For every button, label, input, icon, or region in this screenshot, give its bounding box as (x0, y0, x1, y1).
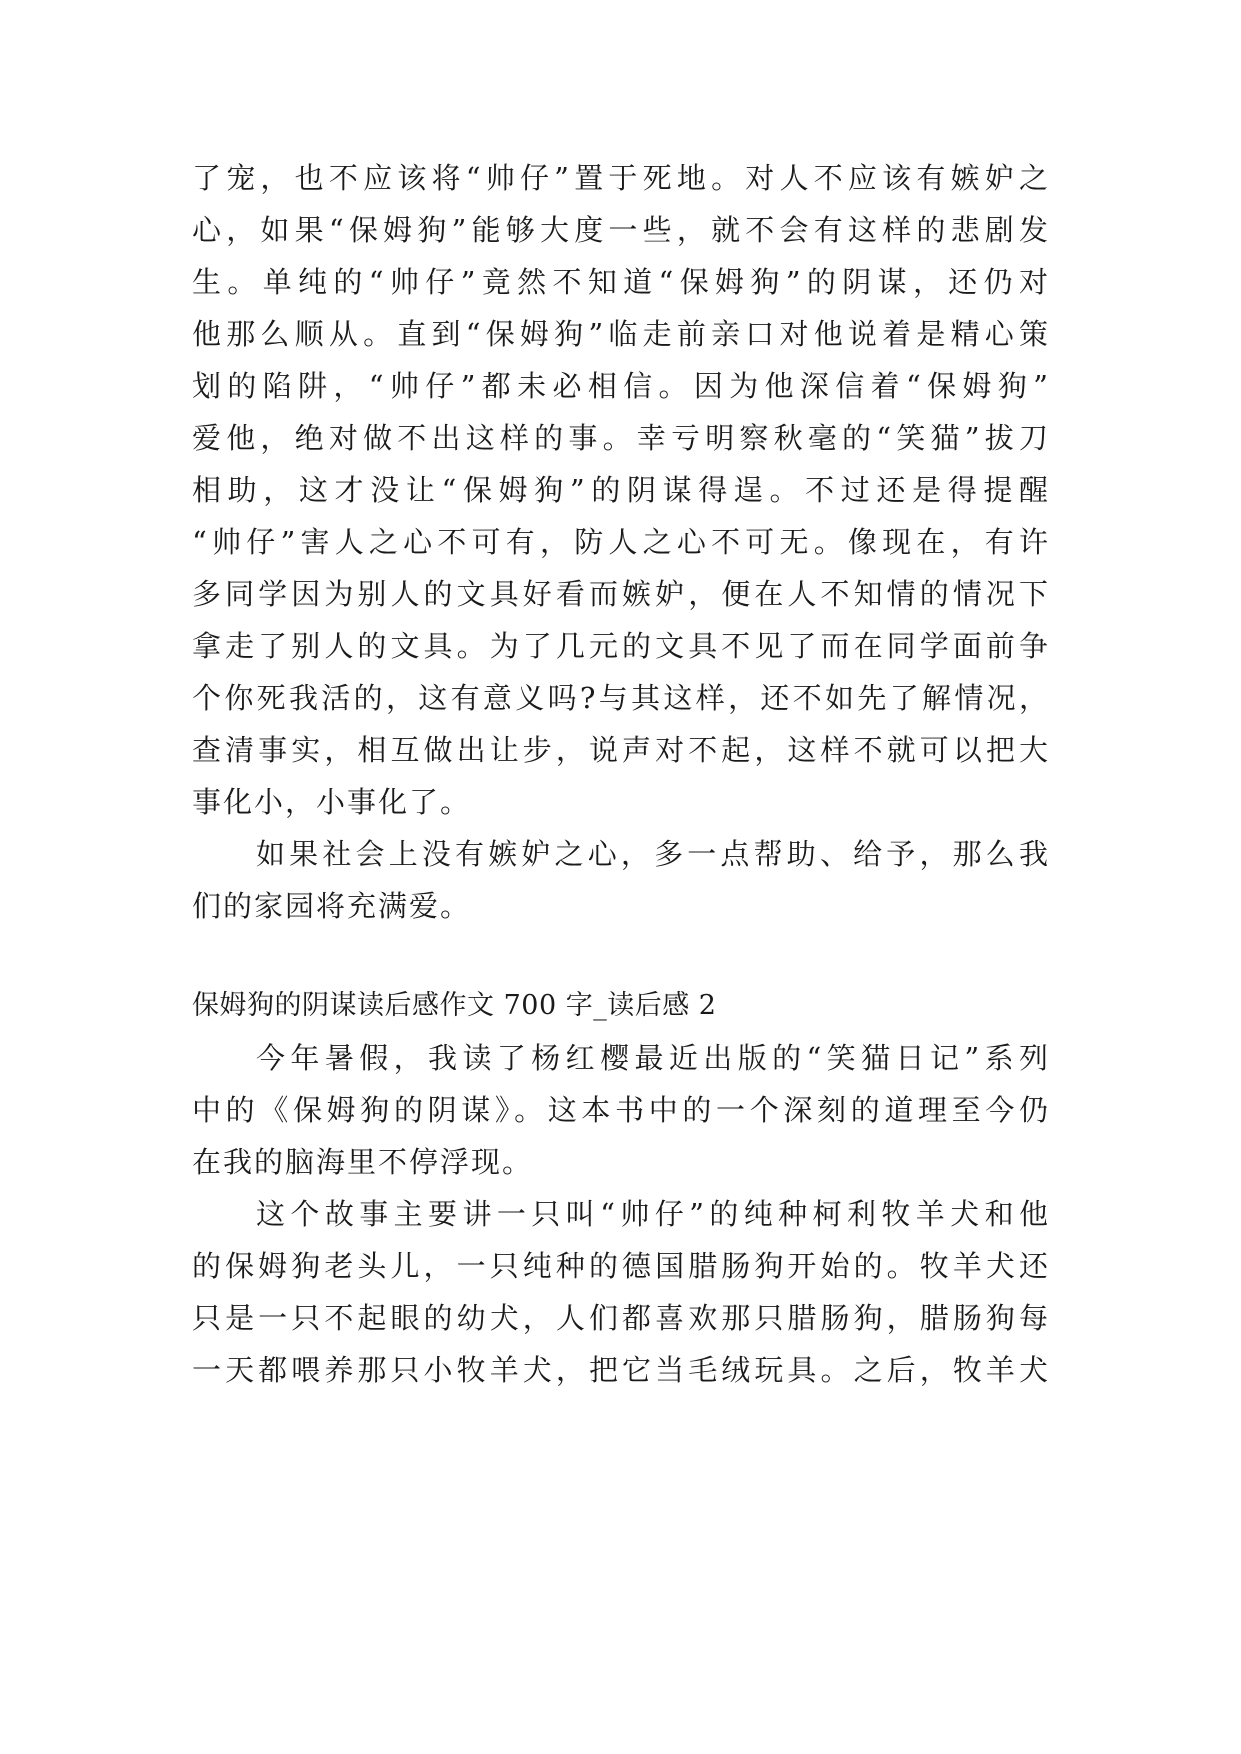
paragraph-line: 如果社会上没有嫉妒之心，多一点帮助、给予，那么我 (256, 837, 1050, 871)
paragraph-line: 他那么顺从。直到“保姆狗”临走前亲口对他说着是精心策 (192, 317, 1050, 351)
paragraph-line: 事化小，小事化了。 (192, 785, 472, 819)
paragraph-line: 生。单纯的“帅仔”竟然不知道“保姆狗”的阴谋，还仍对 (192, 265, 1050, 299)
paragraph-line: 多同学因为别人的文具好看而嫉妒，便在人不知情的情况下 (192, 577, 1050, 611)
paragraph-line: 相助，这才没让“保姆狗”的阴谋得逞。不过还是得提醒 (192, 473, 1050, 507)
paragraph-line: 中的《保姆狗的阴谋》。这本书中的一个深刻的道理至今仍 (192, 1093, 1050, 1127)
paragraph-line: 拿走了别人的文具。为了几元的文具不见了而在同学面前争 (192, 629, 1050, 663)
paragraph-line: 的保姆狗老头儿，一只纯种的德国腊肠狗开始的。牧羊犬还 (192, 1249, 1050, 1283)
paragraph-line: 在我的脑海里不停浮现。 (192, 1145, 534, 1179)
paragraph-line: 只是一只不起眼的幼犬，人们都喜欢那只腊肠狗，腊肠狗每 (192, 1301, 1050, 1335)
paragraph-line: 了宠，也不应该将“帅仔”置于死地。对人不应该有嫉妒之 (192, 161, 1050, 195)
paragraph-line: 爱他，绝对做不出这样的事。幸亏明察秋毫的“笑猫”拔刀 (192, 421, 1050, 455)
section-heading: 保姆狗的阴谋读后感作文 700 字_读后感 2 (192, 990, 717, 1021)
paragraph-line: 这个故事主要讲一只叫“帅仔”的纯种柯利牧羊犬和他 (256, 1197, 1050, 1231)
paragraph-line: 查清事实，相互做出让步，说声对不起，这样不就可以把大 (192, 733, 1050, 767)
paragraph-line: 划的陷阱，“帅仔”都未必相信。因为他深信着“保姆狗” (192, 369, 1050, 403)
paragraph-line: 们的家园将充满爱。 (192, 889, 472, 923)
paragraph-line: 个你死我活的，这有意义吗?与其这样，还不如先了解情况， (192, 681, 1050, 715)
paragraph-line: 一天都喂养那只小牧羊犬，把它当毛绒玩具。之后，牧羊犬 (192, 1353, 1050, 1387)
paragraph-line: 今年暑假，我读了杨红樱最近出版的“笑猫日记”系列 (256, 1041, 1050, 1075)
paragraph-line: “帅仔”害人之心不可有，防人之心不可无。像现在，有许 (192, 525, 1050, 559)
paragraph-line: 心，如果“保姆狗”能够大度一些，就不会有这样的悲剧发 (192, 213, 1050, 247)
